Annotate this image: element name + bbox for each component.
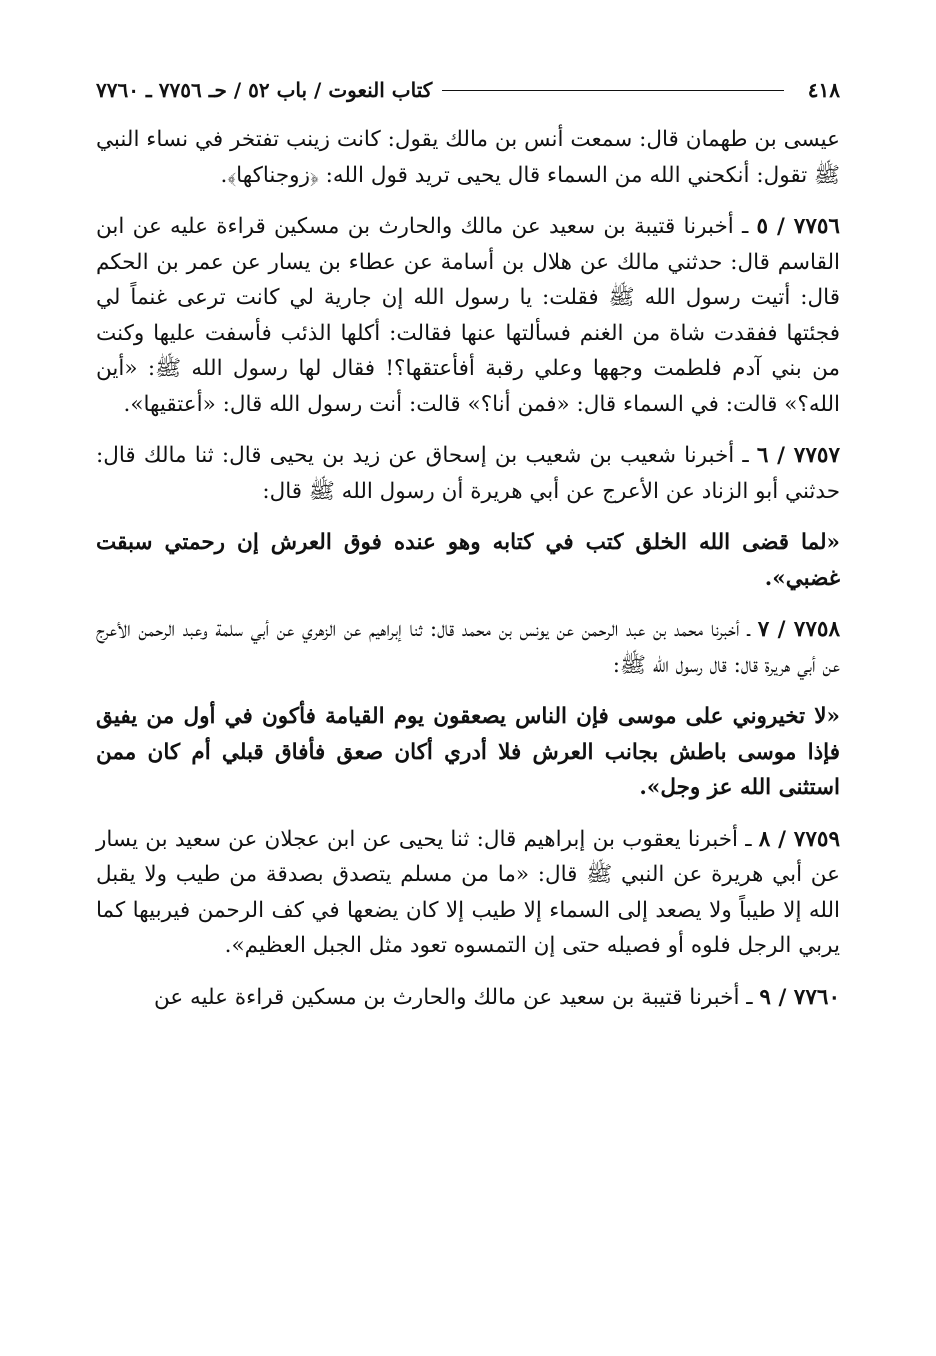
paragraph-1 bbox=[96, 122, 840, 193]
page-header bbox=[96, 70, 840, 110]
hadith-text: ـ أخبرنا شعيب بن شعيب بن إسحاق عن زيد بن يحيى قال: ثنا مالك قال: حدثني أبو الزناد عن الأعرج عن أبي هريرة أن رسول الله ﷺ قال: bbox=[96, 443, 840, 504]
book-page bbox=[96, 70, 840, 1015]
hadith-7757 bbox=[96, 438, 840, 509]
hadith-matn: «لما قضى الله الخلق كتب في كتابه وهو عنده فوق العرش إن رحمتي سبقت غضبي». bbox=[96, 530, 840, 591]
hadith-number: ٧٧٥٩ / ٨ bbox=[758, 826, 840, 852]
paragraph-text: عيسى بن طهمان قال: سمعت أنس بن مالك يقول: كانت زينب تفتخر في نساء النبي ﷺ تقول: أنكحني الله من السماء قال يحيى تريد قول الله: ﴿زوجناكها﴾. bbox=[96, 127, 840, 188]
hadith-matn: «لا تخيروني على موسى فإن الناس يصعقون يوم القيامة فأكون في أول من يفيق فإذا موسى باطش بجانب العرش فلا أدري أكان صعق فأفاق قبلي أم كان ممن استثنى الله عز وجل». bbox=[96, 704, 840, 800]
page-body bbox=[96, 122, 840, 1015]
hadith-number: ٧٧٥٨ / ٧ bbox=[757, 617, 840, 642]
hadith-number: ٧٧٥٦ / ٥ bbox=[756, 214, 840, 239]
hadith-7759 bbox=[96, 822, 840, 964]
hadith-number: ٧٧٦٠ / ٩ bbox=[759, 984, 840, 1010]
page-number: ٤١٨ bbox=[807, 78, 840, 102]
running-title: كتاب النعوت / باب ٥٢ / حـ ٧٧٥٦ ـ ٧٧٦٠ bbox=[96, 78, 433, 102]
hadith-text: ـ أخبرنا قتيبة بن سعيد عن مالك والحارث بن مسكين قراءة عليه عن bbox=[154, 984, 753, 1010]
hadith-7756 bbox=[96, 209, 840, 422]
hadith-7757-matn bbox=[96, 525, 840, 596]
hadith-text: ـ أخبرنا قتيبة بن سعيد عن مالك والحارث بن مسكين قراءة عليه عن ابن القاسم قال: حدثني مالك عن هلال بن أسامة عن عطاء بن يسار عن عمر بن الحكم قال: أتيت رسول الله ﷺ فقلت: يا رسول الله إن جارية لي كانت ترعى غنماً لي فجئتها ففقدت شاة من الغنم فسألتها عنها فقالت: أكلها الذئب فأسفت عليها وكنت من بني آدم فلطمت وجهها وعلي رقبة أفأعتقها؟! فقال لها رسول الله ﷺ: «أين الله؟» قالت: في السماء قال: «فمن أنا؟» قالت: أنت رسول الله قال: «أعتقيها». bbox=[96, 214, 840, 417]
hadith-7758-matn bbox=[96, 699, 840, 806]
hadith-7760 bbox=[96, 980, 840, 1016]
hadith-7758 bbox=[96, 612, 840, 683]
header-rule bbox=[442, 90, 784, 91]
hadith-text: ـ أخبرنا محمد بن عبد الرحمن عن يونس بن محمد قال: ثنا إبراهيم عن الزهري عن أبي سلمة وعبد الرحمن الأعرج عن أبي هريرة قال: قال رسول الله ﷺ: bbox=[96, 617, 840, 678]
hadith-number: ٧٧٥٧ / ٦ bbox=[756, 443, 840, 468]
hadith-text: ـ أخبرنا يعقوب بن إبراهيم قال: ثنا يحيى عن ابن عجلان عن سعيد بن يسار عن أبي هريرة عن النبي ﷺ قال: «ما من مسلم يتصدق بصدقة من طيب ولا يقبل الله إلا طيباً ولا يصعد إلى السماء إلا طيب إلا كان يضعها في كف الرحمن فيربيها كما يربي الرجل فلوه أو فصيله حتى إن التمسوه تعود مثل الجبل العظيم». bbox=[96, 826, 840, 958]
